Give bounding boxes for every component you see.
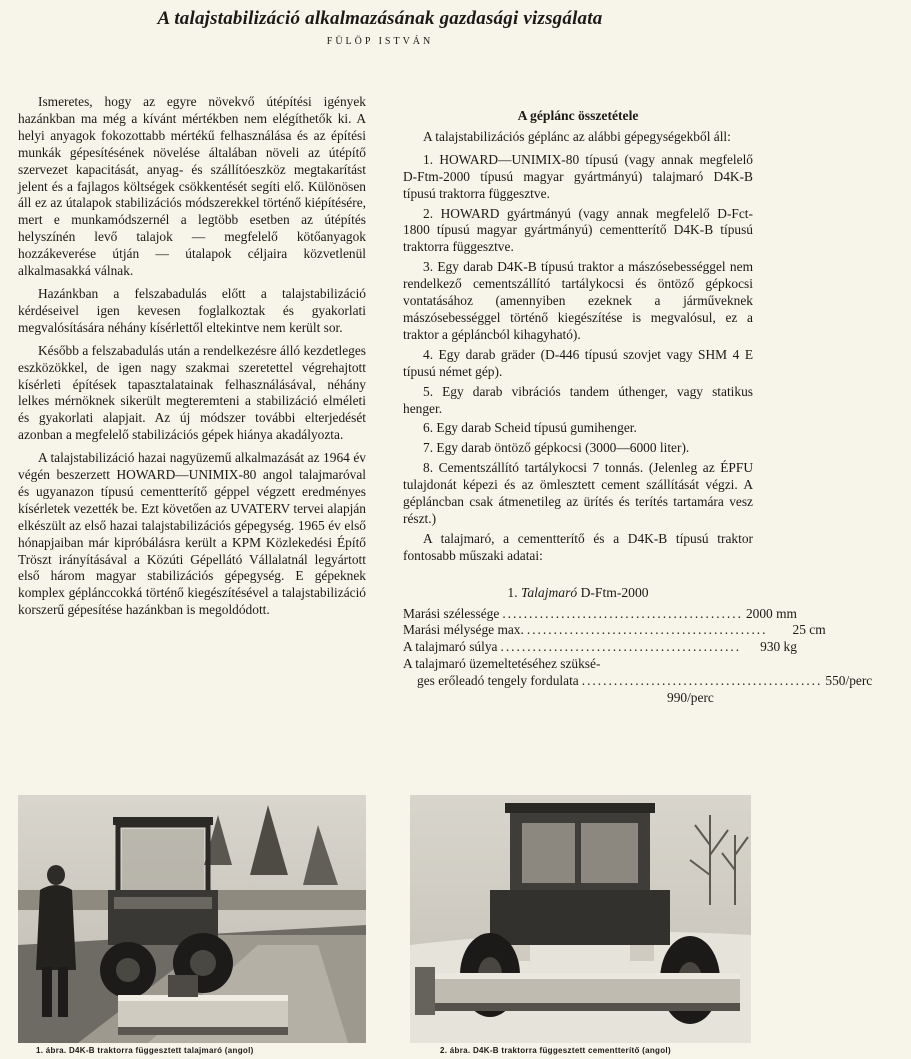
leader-dots: ............................................. <box>526 622 768 638</box>
leader-spacer <box>406 690 664 707</box>
body-paragraph: Később a felszabadulás után a rendelkezésre álló kezdetleges eszközökkel, de igen nagy szakmai szeretettel végrehajtott kísérleti építések tapasztalatainak felhasználásával, néhány lelkes mérnöknek sikerült megteremteni a stabilizáció elméleti és gyakorlati alapjait. Az új módszer további elterjedését azonban a megfelelő stabilizációs gépek hiánya akadályozta. <box>18 342 366 443</box>
figure-2-photo <box>410 795 751 1043</box>
machine-list-item: 1. HOWARD—UNIMIX-80 típusú (vagy annak megfelelő D-Ftm-2000 típusú magyar gyártmányú) talajmaró D4K-B típusú traktorra függesztve. <box>403 151 753 201</box>
spec-value: 2000 mm <box>745 605 797 621</box>
article-author: FÜLÖP ISTVÁN <box>326 36 434 47</box>
machine-list-item: 8. Cementszállító tartálykocsi 7 tonnás. (Jelenleg az ÉPFU tulajdonát képezi és az ömlesztett cement szállítását végzi. A gépláncban csak átmenetileg az ürítés és terítés tartamára vesz részt.) <box>403 460 753 526</box>
leader-dots: ............................................. <box>500 639 742 655</box>
machine-list-item: 6. Egy darab Scheid típusú gumihenger. <box>423 420 637 436</box>
spec-label: A talajmaró üzemeltetéséhez szüksé- <box>403 656 601 672</box>
body-paragraph: A talajstabilizáció hazai nagyüzemű alkalmazását az 1964 év végén beszerzett HOWARD—UNIMIX-80 angol talajmaróval és ugyanazon típusú cementterítő géppel végzett eredményes kísérletek vezették be. Ezt követően az UVATERV tervei alapján elkészült az első hazai talajstabilizációs gépegység. 1965 év első hónapjaiban már kipróbálásra került a KPM Közlekedési Építő Tröszt irányításával a Közúti Gépellátó Vállalatnál legyártott első három magyar stabilizációs gépegység. E gépeknek komplex géplánccokká történő kiegészítésével a talajstabilizáció korszerű gépesítése hazánkban is megoldódott. <box>18 450 366 618</box>
spec-value: 990/perc <box>667 690 714 706</box>
figure-1-caption: 1. ábra. D4K-B traktorra függesztett talajmaró (angol) <box>36 1046 254 1055</box>
spec-title-model: D-Ftm-2000 <box>577 584 649 600</box>
machine-list-item: 3. Egy darab D4K-B típusú traktor a mászósebességgel nem rendelkező cementszállító tartálykocsi és öntöző gépkocsi vontatásához (amennyiben ezeknek a járműveknek mászósebességgel történő kiegészítése is megvalósul, ez a traktor a gépláncból kihagyható). <box>403 259 753 342</box>
figure-1-photo <box>18 795 366 1043</box>
left-column <box>18 94 366 625</box>
machine-list-item: 2. HOWARD gyártmányú (vagy annak megfelelő D-Fct-1800 típusú magyar gyártmányú) cementterítő D4K-B típusú traktorra függesztve. <box>403 205 753 255</box>
spec-label: Marási mélysége max. <box>403 622 524 638</box>
right-column <box>403 94 873 707</box>
spec-row <box>403 639 797 656</box>
spec-title-italic: Talajmaró <box>521 584 578 600</box>
spec-row <box>403 673 873 690</box>
spec-row <box>403 690 753 707</box>
spec-table <box>403 605 873 707</box>
leader-dots: ............................................. <box>581 673 823 689</box>
spec-label: A talajmaró súlya <box>403 639 498 655</box>
spec-value: 25 cm <box>792 622 826 638</box>
machine-list-item: 7. Egy darab öntöző gépkocsi (3000—6000 liter). <box>423 440 690 456</box>
spec-row <box>403 605 797 623</box>
tractor-soil-mixer-image <box>18 795 366 1043</box>
tractor-cement-spreader-image <box>410 795 751 1043</box>
spec-row <box>403 656 753 673</box>
spec-table-title <box>403 585 753 602</box>
article-title: A talajstabilizáció alkalmazásának gazdasági vizsgálata <box>157 8 603 29</box>
body-paragraph: Hazánkban a felszabadulás előtt a talajstabilizáció kérdéseivel igen kevesen foglalkoztak és gyakorlati megvalósítására néhány kísérlettől eltekintve nem került sor. <box>18 285 366 335</box>
figure-2-caption: 2. ábra. D4K-B traktorra függesztett cementterítő (angol) <box>440 1046 671 1055</box>
section-heading: A géplánc összetétele <box>517 108 639 123</box>
machine-list <box>403 152 753 528</box>
spec-label: ges erőleadó tengely fordulata <box>417 673 579 689</box>
intro-paragraph: A talajstabilizációs géplánc az alábbi gépegységekből áll: <box>423 128 731 144</box>
spec-value: 930 kg <box>760 639 797 655</box>
spec-title-number: 1. <box>507 584 522 600</box>
machine-list-item: 4. Egy darab gräder (D-446 típusú szovjet vagy SHM 4 E típusú német gép). <box>403 346 753 379</box>
leader-dots: ............................................. <box>502 605 743 621</box>
specs-intro-paragraph: A talajmaró, a cementterítő és a D4K-B típusú traktor fontosabb műszaki adatai: <box>403 530 753 563</box>
spec-row <box>403 622 826 639</box>
body-paragraph: Ismeretes, hogy az egyre növekvő útépítési igények hazánkban ma még a kívánt mértékben nem elégíthetők ki. A helyi anyagok fokozottabb mértékű felhasználása és az építési munkák gépesítésének növelése általában növeli az útépítő szervezet kapacitását, anyag- és szállítóeszköz megtakarítást jelent és a fajlagos költségek csökkentését segíti elő. Különösen áll ez az útalapok stabilizációs módszerekkel történő kiépítésére, mert e munkamódszernél a legtöbb esetben az útépítés helyszínén levő talajok — megfelelő kötőanyagok hozzákeverése útján — útalapok céljaira közvetlenül alkalmasakká válnak. <box>18 94 366 279</box>
spec-value: 550/perc <box>825 673 873 689</box>
spec-label: Marási szélessége <box>403 605 500 621</box>
machine-list-item: 5. Egy darab vibrációs tandem úthenger, vagy statikus henger. <box>403 383 753 416</box>
